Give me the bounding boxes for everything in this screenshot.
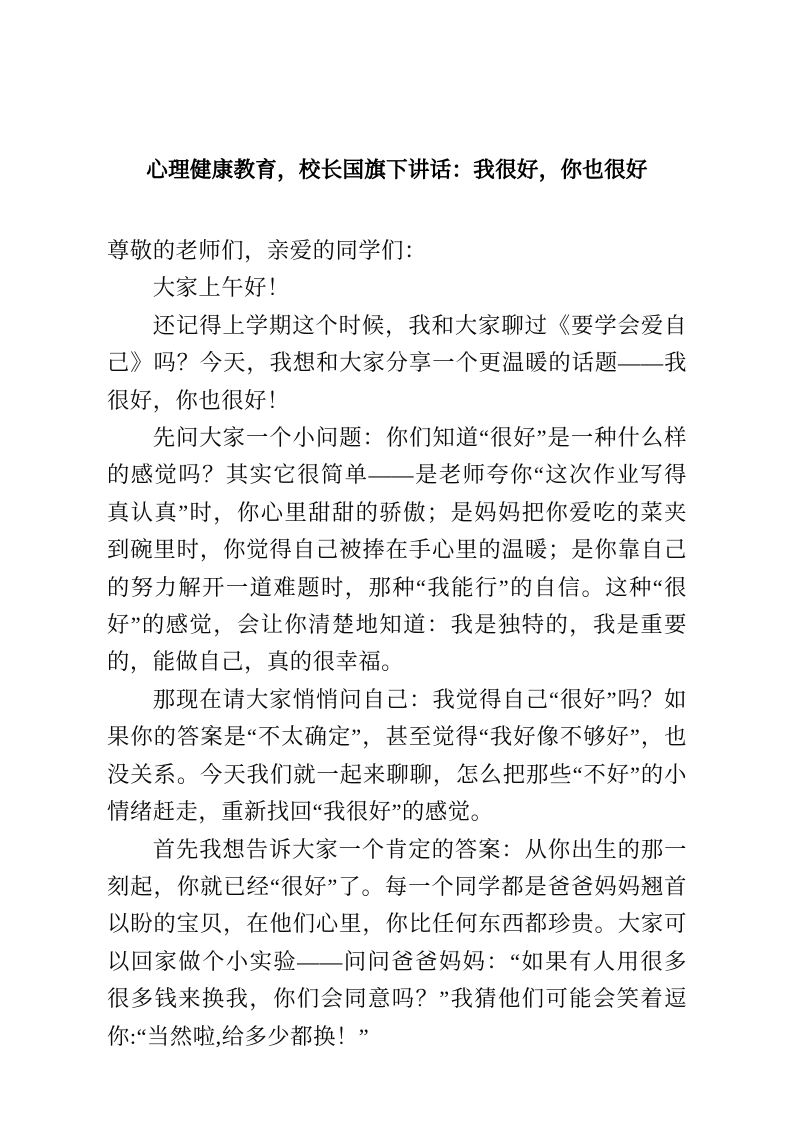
document-body [107,0,687,1055]
page-title: 心理健康教育，校长国旗下讲话：我很好，你也很好 [146,158,648,182]
paragraph-affirmative-answer: 首先我想告诉大家一个肯定的答案：从你出生的那一刻起，你就已经“很好”了。每一个同学都是爸爸妈妈翘首以盼的宝贝，在他们心里，你比任何东西都珍贵。大家可以回家做个小实验——问问爸爸妈妈：“如果有人用很多很多钱来换我，你们会同意吗？”我猜他们可能会笑着逗你:“当然啦,给多少都换！” [107,836,687,1049]
paragraph-ask-yourself: 那现在请大家悄悄问自己：我觉得自己“很好”吗？如果你的答案是“不太确定”，甚至觉得“我好像不够好”，也没关系。今天我们就一起来聊聊，怎么把那些“不好”的小情绪赶走，重新找回“我很好”的感觉。 [107,686,687,825]
document-content [107,232,687,1055]
paragraph-question-what-is-good: 先问大家一个小问题：你们知道“很好”是一种什么样的感觉吗？其实它很简单——是老师夸你“这次作业写得真认真”时，你心里甜甜的骄傲；是妈妈把你爱吃的菜夹到碗里时，你觉得自己被捧在手心里的温暖；是你靠自己的努力解开一道难题时，那种“我能行”的自信。这种“很好”的感觉，会让你清楚地知道：我是独特的，我是重要的，能做自己，真的很幸福。 [107,425,687,675]
paragraph-intro: 还记得上学期这个时候，我和大家聊过《要学会爱自己》吗？今天，我想和大家分享一个更温暖的话题——我很好，你也很好！ [107,312,687,413]
paragraph-greeting: 大家上午好！ [152,275,290,301]
paragraph-salutation: 尊敬的老师们，亲爱的同学们： [107,238,427,263]
